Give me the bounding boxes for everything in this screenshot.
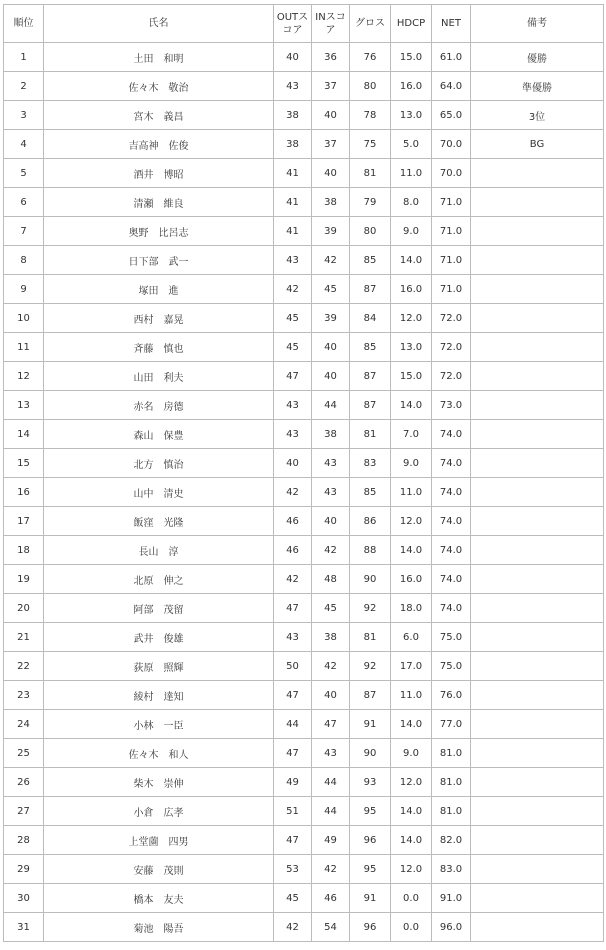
net-cell: 72.0: [432, 304, 471, 333]
hdcp-cell: 6.0: [391, 623, 432, 652]
remarks-cell: 3位: [471, 101, 604, 130]
table-row: [4, 130, 604, 159]
gross-cell: 92: [350, 594, 391, 623]
rank-cell: 21: [4, 623, 44, 652]
in-score-cell: 43: [312, 449, 350, 478]
name-cell: 赤名 房德: [44, 391, 274, 420]
gross-cell: 83: [350, 449, 391, 478]
remarks-cell: [471, 884, 604, 913]
out-score-cell: 45: [274, 333, 312, 362]
net-cell: 74.0: [432, 536, 471, 565]
gross-cell: 96: [350, 826, 391, 855]
gross-cell: 81: [350, 420, 391, 449]
results-table: [3, 4, 604, 942]
name-cell: 小倉 広孝: [44, 797, 274, 826]
in-score-cell: 48: [312, 565, 350, 594]
table-row: [4, 101, 604, 130]
out-score-cell: 40: [274, 449, 312, 478]
remarks-cell: [471, 362, 604, 391]
name-cell: 小林 一臣: [44, 710, 274, 739]
rank-cell: 31: [4, 913, 44, 942]
out-score-cell: 49: [274, 768, 312, 797]
header-out-score: OUTスコア: [274, 5, 312, 43]
rank-cell: 6: [4, 188, 44, 217]
table-row: [4, 565, 604, 594]
hdcp-cell: 14.0: [391, 710, 432, 739]
remarks-cell: [471, 739, 604, 768]
in-score-cell: 42: [312, 652, 350, 681]
table-row: [4, 884, 604, 913]
hdcp-cell: 15.0: [391, 43, 432, 72]
table-row: [4, 420, 604, 449]
remarks-cell: [471, 913, 604, 942]
table-row: [4, 855, 604, 884]
gross-cell: 85: [350, 246, 391, 275]
gross-cell: 90: [350, 739, 391, 768]
rank-cell: 22: [4, 652, 44, 681]
net-cell: 72.0: [432, 333, 471, 362]
name-cell: 塚田 進: [44, 275, 274, 304]
in-score-cell: 40: [312, 362, 350, 391]
remarks-cell: [471, 681, 604, 710]
table-row: [4, 304, 604, 333]
gross-cell: 87: [350, 362, 391, 391]
out-score-cell: 42: [274, 565, 312, 594]
in-score-cell: 39: [312, 217, 350, 246]
in-score-cell: 40: [312, 333, 350, 362]
out-score-cell: 43: [274, 246, 312, 275]
in-score-cell: 36: [312, 43, 350, 72]
table-row: [4, 681, 604, 710]
net-cell: 61.0: [432, 43, 471, 72]
header-in-score: INスコア: [312, 5, 350, 43]
rank-cell: 10: [4, 304, 44, 333]
gross-cell: 95: [350, 797, 391, 826]
rank-cell: 9: [4, 275, 44, 304]
remarks-cell: [471, 797, 604, 826]
remarks-cell: [471, 420, 604, 449]
net-cell: 76.0: [432, 681, 471, 710]
out-score-cell: 46: [274, 536, 312, 565]
hdcp-cell: 13.0: [391, 333, 432, 362]
in-score-cell: 44: [312, 768, 350, 797]
net-cell: 64.0: [432, 72, 471, 101]
hdcp-cell: 18.0: [391, 594, 432, 623]
rank-cell: 26: [4, 768, 44, 797]
remarks-cell: [471, 768, 604, 797]
rank-cell: 29: [4, 855, 44, 884]
gross-cell: 93: [350, 768, 391, 797]
hdcp-cell: 12.0: [391, 304, 432, 333]
in-score-cell: 49: [312, 826, 350, 855]
rank-cell: 19: [4, 565, 44, 594]
header-remarks: 備考: [471, 5, 604, 43]
hdcp-cell: 7.0: [391, 420, 432, 449]
results-body: [4, 43, 604, 942]
hdcp-cell: 0.0: [391, 913, 432, 942]
table-row: [4, 739, 604, 768]
net-cell: 77.0: [432, 710, 471, 739]
table-row: [4, 159, 604, 188]
hdcp-cell: 11.0: [391, 478, 432, 507]
out-score-cell: 38: [274, 130, 312, 159]
rank-cell: 2: [4, 72, 44, 101]
remarks-cell: [471, 449, 604, 478]
out-score-cell: 42: [274, 478, 312, 507]
rank-cell: 18: [4, 536, 44, 565]
name-cell: 吉高神 佐俊: [44, 130, 274, 159]
hdcp-cell: 14.0: [391, 536, 432, 565]
out-score-cell: 42: [274, 913, 312, 942]
in-score-cell: 38: [312, 420, 350, 449]
table-row: [4, 391, 604, 420]
name-cell: 長山 淳: [44, 536, 274, 565]
rank-cell: 17: [4, 507, 44, 536]
name-cell: 斉藤 慎也: [44, 333, 274, 362]
out-score-cell: 51: [274, 797, 312, 826]
table-row: [4, 594, 604, 623]
rank-cell: 30: [4, 884, 44, 913]
net-cell: 81.0: [432, 797, 471, 826]
rank-cell: 11: [4, 333, 44, 362]
hdcp-cell: 12.0: [391, 855, 432, 884]
header-name: 氏名: [44, 5, 274, 43]
out-score-cell: 38: [274, 101, 312, 130]
name-cell: 土田 和明: [44, 43, 274, 72]
net-cell: 83.0: [432, 855, 471, 884]
hdcp-cell: 16.0: [391, 275, 432, 304]
net-cell: 74.0: [432, 507, 471, 536]
net-cell: 70.0: [432, 130, 471, 159]
rank-cell: 7: [4, 217, 44, 246]
name-cell: 阿部 茂留: [44, 594, 274, 623]
in-score-cell: 42: [312, 246, 350, 275]
remarks-cell: [471, 855, 604, 884]
remarks-cell: BG: [471, 130, 604, 159]
table-row: [4, 333, 604, 362]
rank-cell: 15: [4, 449, 44, 478]
in-score-cell: 42: [312, 536, 350, 565]
hdcp-cell: 9.0: [391, 217, 432, 246]
header-gross: グロス: [350, 5, 391, 43]
net-cell: 75.0: [432, 623, 471, 652]
in-score-cell: 37: [312, 130, 350, 159]
net-cell: 74.0: [432, 449, 471, 478]
rank-cell: 25: [4, 739, 44, 768]
rank-cell: 23: [4, 681, 44, 710]
remarks-cell: [471, 159, 604, 188]
in-score-cell: 38: [312, 623, 350, 652]
name-cell: 奥野 比呂志: [44, 217, 274, 246]
table-row: [4, 449, 604, 478]
rank-cell: 12: [4, 362, 44, 391]
name-cell: 北原 伸之: [44, 565, 274, 594]
gross-cell: 76: [350, 43, 391, 72]
out-score-cell: 44: [274, 710, 312, 739]
table-row: [4, 188, 604, 217]
rank-cell: 8: [4, 246, 44, 275]
name-cell: 酒井 博昭: [44, 159, 274, 188]
remarks-cell: [471, 333, 604, 362]
net-cell: 74.0: [432, 420, 471, 449]
hdcp-cell: 17.0: [391, 652, 432, 681]
gross-cell: 92: [350, 652, 391, 681]
in-score-cell: 46: [312, 884, 350, 913]
table-row: [4, 826, 604, 855]
out-score-cell: 47: [274, 594, 312, 623]
out-score-cell: 47: [274, 826, 312, 855]
gross-cell: 96: [350, 913, 391, 942]
remarks-cell: [471, 246, 604, 275]
in-score-cell: 44: [312, 797, 350, 826]
in-score-cell: 40: [312, 159, 350, 188]
rank-cell: 24: [4, 710, 44, 739]
gross-cell: 85: [350, 478, 391, 507]
remarks-cell: [471, 188, 604, 217]
gross-cell: 95: [350, 855, 391, 884]
table-row: [4, 217, 604, 246]
gross-cell: 84: [350, 304, 391, 333]
name-cell: 宮木 義昌: [44, 101, 274, 130]
name-cell: 菊池 陽吾: [44, 913, 274, 942]
net-cell: 65.0: [432, 101, 471, 130]
hdcp-cell: 0.0: [391, 884, 432, 913]
gross-cell: 80: [350, 217, 391, 246]
hdcp-cell: 12.0: [391, 507, 432, 536]
hdcp-cell: 15.0: [391, 362, 432, 391]
rank-cell: 1: [4, 43, 44, 72]
remarks-cell: [471, 565, 604, 594]
table-row: [4, 507, 604, 536]
name-cell: 山中 清史: [44, 478, 274, 507]
gross-cell: 87: [350, 681, 391, 710]
name-cell: 森山 保豊: [44, 420, 274, 449]
header-rank: 順位: [4, 5, 44, 43]
gross-cell: 90: [350, 565, 391, 594]
net-cell: 71.0: [432, 217, 471, 246]
remarks-cell: [471, 217, 604, 246]
remarks-cell: [471, 478, 604, 507]
net-cell: 81.0: [432, 739, 471, 768]
gross-cell: 91: [350, 884, 391, 913]
gross-cell: 81: [350, 159, 391, 188]
hdcp-cell: 16.0: [391, 72, 432, 101]
net-cell: 82.0: [432, 826, 471, 855]
rank-cell: 16: [4, 478, 44, 507]
gross-cell: 86: [350, 507, 391, 536]
gross-cell: 91: [350, 710, 391, 739]
gross-cell: 85: [350, 333, 391, 362]
table-row: [4, 710, 604, 739]
remarks-cell: 優勝: [471, 43, 604, 72]
hdcp-cell: 5.0: [391, 130, 432, 159]
in-score-cell: 43: [312, 478, 350, 507]
remarks-cell: [471, 304, 604, 333]
name-cell: 北方 慎治: [44, 449, 274, 478]
name-cell: 飯窪 光隆: [44, 507, 274, 536]
out-score-cell: 41: [274, 159, 312, 188]
hdcp-cell: 12.0: [391, 768, 432, 797]
hdcp-cell: 14.0: [391, 826, 432, 855]
name-cell: 佐々木 敬治: [44, 72, 274, 101]
gross-cell: 87: [350, 275, 391, 304]
out-score-cell: 43: [274, 623, 312, 652]
gross-cell: 81: [350, 623, 391, 652]
name-cell: 綾村 達知: [44, 681, 274, 710]
name-cell: 武井 俊雄: [44, 623, 274, 652]
name-cell: 清瀬 維良: [44, 188, 274, 217]
name-cell: 佐々木 和人: [44, 739, 274, 768]
out-score-cell: 45: [274, 884, 312, 913]
table-row: [4, 478, 604, 507]
net-cell: 81.0: [432, 768, 471, 797]
out-score-cell: 53: [274, 855, 312, 884]
in-score-cell: 45: [312, 594, 350, 623]
rank-cell: 13: [4, 391, 44, 420]
hdcp-cell: 9.0: [391, 739, 432, 768]
table-row: [4, 362, 604, 391]
out-score-cell: 47: [274, 681, 312, 710]
out-score-cell: 41: [274, 217, 312, 246]
net-cell: 74.0: [432, 594, 471, 623]
rank-cell: 3: [4, 101, 44, 130]
net-cell: 72.0: [432, 362, 471, 391]
out-score-cell: 40: [274, 43, 312, 72]
net-cell: 96.0: [432, 913, 471, 942]
hdcp-cell: 16.0: [391, 565, 432, 594]
gross-cell: 78: [350, 101, 391, 130]
table-row: [4, 536, 604, 565]
out-score-cell: 45: [274, 304, 312, 333]
name-cell: 日下部 武一: [44, 246, 274, 275]
rank-cell: 28: [4, 826, 44, 855]
remarks-cell: [471, 623, 604, 652]
hdcp-cell: 14.0: [391, 391, 432, 420]
name-cell: 上堂薗 四男: [44, 826, 274, 855]
name-cell: 柴木 崇伸: [44, 768, 274, 797]
rank-cell: 14: [4, 420, 44, 449]
out-score-cell: 46: [274, 507, 312, 536]
out-score-cell: 43: [274, 391, 312, 420]
out-score-cell: 41: [274, 188, 312, 217]
rank-cell: 27: [4, 797, 44, 826]
in-score-cell: 42: [312, 855, 350, 884]
in-score-cell: 37: [312, 72, 350, 101]
gross-cell: 79: [350, 188, 391, 217]
in-score-cell: 45: [312, 275, 350, 304]
table-row: [4, 768, 604, 797]
hdcp-cell: 14.0: [391, 797, 432, 826]
table-row: [4, 623, 604, 652]
hdcp-cell: 13.0: [391, 101, 432, 130]
net-cell: 71.0: [432, 275, 471, 304]
net-cell: 91.0: [432, 884, 471, 913]
out-score-cell: 43: [274, 72, 312, 101]
in-score-cell: 47: [312, 710, 350, 739]
net-cell: 74.0: [432, 565, 471, 594]
name-cell: 橋本 友夫: [44, 884, 274, 913]
hdcp-cell: 8.0: [391, 188, 432, 217]
name-cell: 荻原 照輝: [44, 652, 274, 681]
out-score-cell: 50: [274, 652, 312, 681]
table-row: [4, 43, 604, 72]
hdcp-cell: 9.0: [391, 449, 432, 478]
header-net: NET: [432, 5, 471, 43]
remarks-cell: [471, 536, 604, 565]
out-score-cell: 42: [274, 275, 312, 304]
gross-cell: 75: [350, 130, 391, 159]
net-cell: 74.0: [432, 478, 471, 507]
table-row: [4, 275, 604, 304]
in-score-cell: 40: [312, 101, 350, 130]
net-cell: 73.0: [432, 391, 471, 420]
hdcp-cell: 11.0: [391, 681, 432, 710]
header-hdcp: HDCP: [391, 5, 432, 43]
table-row: [4, 913, 604, 942]
rank-cell: 4: [4, 130, 44, 159]
table-row: [4, 652, 604, 681]
name-cell: 山田 利夫: [44, 362, 274, 391]
in-score-cell: 44: [312, 391, 350, 420]
remarks-cell: [471, 594, 604, 623]
in-score-cell: 39: [312, 304, 350, 333]
header-row: [4, 5, 604, 43]
remarks-cell: [471, 826, 604, 855]
rank-cell: 20: [4, 594, 44, 623]
name-cell: 西村 嘉晃: [44, 304, 274, 333]
gross-cell: 87: [350, 391, 391, 420]
net-cell: 75.0: [432, 652, 471, 681]
rank-cell: 5: [4, 159, 44, 188]
remarks-cell: [471, 652, 604, 681]
in-score-cell: 40: [312, 681, 350, 710]
table-row: [4, 797, 604, 826]
remarks-cell: 準優勝: [471, 72, 604, 101]
net-cell: 70.0: [432, 159, 471, 188]
table-row: [4, 72, 604, 101]
hdcp-cell: 14.0: [391, 246, 432, 275]
remarks-cell: [471, 391, 604, 420]
in-score-cell: 43: [312, 739, 350, 768]
in-score-cell: 54: [312, 913, 350, 942]
out-score-cell: 47: [274, 739, 312, 768]
out-score-cell: 47: [274, 362, 312, 391]
gross-cell: 80: [350, 72, 391, 101]
in-score-cell: 40: [312, 507, 350, 536]
net-cell: 71.0: [432, 188, 471, 217]
hdcp-cell: 11.0: [391, 159, 432, 188]
remarks-cell: [471, 507, 604, 536]
gross-cell: 88: [350, 536, 391, 565]
net-cell: 71.0: [432, 246, 471, 275]
in-score-cell: 38: [312, 188, 350, 217]
out-score-cell: 43: [274, 420, 312, 449]
table-row: [4, 246, 604, 275]
remarks-cell: [471, 275, 604, 304]
name-cell: 安藤 茂則: [44, 855, 274, 884]
remarks-cell: [471, 710, 604, 739]
